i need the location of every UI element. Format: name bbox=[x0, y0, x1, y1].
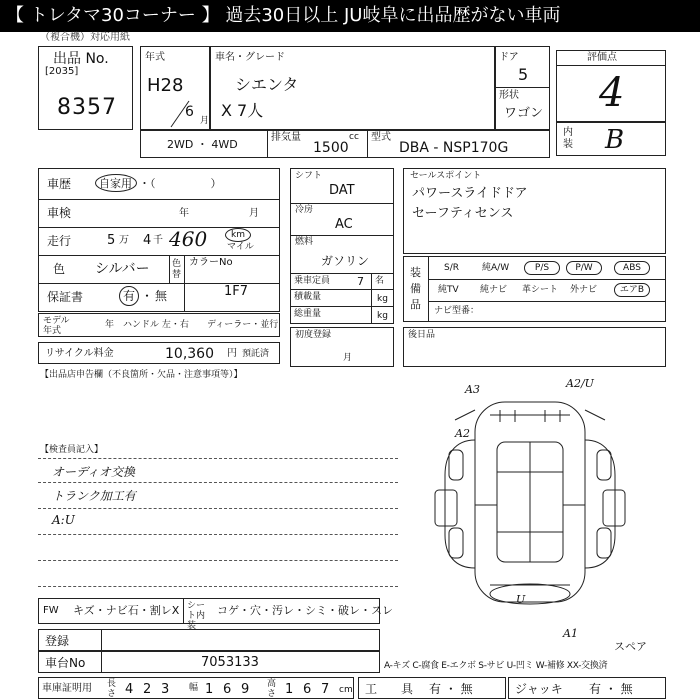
jack-value: 有 ・ 無 bbox=[589, 682, 633, 696]
recycle-row bbox=[38, 342, 280, 364]
shift-label: シフト bbox=[295, 171, 323, 181]
car-name-box bbox=[210, 46, 495, 130]
warranty-label: 保証書 bbox=[47, 290, 84, 304]
equip-navi: 純ナビ bbox=[480, 285, 508, 295]
score-label: 評価点 bbox=[587, 52, 617, 63]
car-name-label: 車名・グレード bbox=[215, 52, 285, 63]
chassis-row bbox=[38, 651, 380, 673]
gross-label: 総重量 bbox=[294, 309, 322, 319]
certificate-label: 車庫証明用 bbox=[42, 683, 92, 694]
year-box bbox=[140, 46, 210, 130]
width-3: 9 bbox=[241, 682, 250, 697]
inspection-month-unit: 月 bbox=[249, 208, 259, 219]
inspector-label: 【検査員記入】 bbox=[40, 445, 104, 455]
certificate-unit: cm bbox=[339, 685, 353, 695]
equip-tv: 純TV bbox=[438, 285, 459, 295]
mechanical-box bbox=[290, 168, 394, 324]
recycle-note: 預託済 bbox=[242, 349, 270, 359]
inspector-note-3: A:U bbox=[52, 513, 75, 527]
fw-label: FW bbox=[43, 605, 59, 616]
lot-box bbox=[38, 46, 133, 130]
displacement-unit: cc bbox=[349, 132, 359, 142]
defect-header: 【出品店申告欄（不良箇所・欠品・注意事項等）】 bbox=[40, 370, 243, 380]
chassis-label: 車台No bbox=[45, 656, 86, 670]
car-grade: X 7人 bbox=[221, 101, 264, 120]
capacity-label: 乗車定員 bbox=[294, 276, 331, 286]
displacement-value: 1500 bbox=[313, 140, 349, 156]
equip-airbag: エアB bbox=[614, 283, 650, 297]
drive-value: 2WD ・ 4WD bbox=[167, 138, 238, 151]
sales-point-2: セーフティセンス bbox=[412, 206, 514, 221]
chassis-value: 7053133 bbox=[201, 655, 259, 670]
history-value: 自家用 bbox=[99, 177, 132, 190]
year-value: H28 bbox=[147, 75, 184, 96]
after-items-box bbox=[403, 327, 666, 367]
recycle-value: 10,360 bbox=[165, 346, 214, 362]
first-reg-box bbox=[290, 327, 394, 367]
mark-front-left: A3 bbox=[465, 383, 480, 396]
equip-navi-model: ナビ型番： bbox=[434, 306, 480, 316]
sales-point-1: パワースライドドア bbox=[412, 186, 528, 201]
color-change: 色替 bbox=[172, 259, 182, 280]
mark-rear-left: A1 bbox=[563, 627, 578, 640]
inspector-note-1: オーディオ交換 bbox=[52, 465, 136, 479]
warranty-yes: 有 bbox=[123, 289, 136, 303]
aircon-value: AC bbox=[335, 217, 353, 232]
history-rest: ・（ ） bbox=[139, 177, 222, 190]
model-type-value: DBA - NSP170G bbox=[399, 140, 509, 156]
capacity-unit: 名 bbox=[375, 276, 385, 286]
displacement-label: 排気量 bbox=[271, 132, 301, 143]
tools-row bbox=[358, 677, 506, 699]
length-3: 3 bbox=[161, 682, 170, 697]
mileage-handwritten: 460 bbox=[169, 227, 208, 251]
history-label: 車歴 bbox=[47, 177, 72, 191]
interior-label: 内装 bbox=[563, 127, 573, 150]
equip-pw: P/W bbox=[566, 261, 602, 275]
registration-row bbox=[38, 629, 380, 651]
width-label: 幅 bbox=[189, 683, 199, 693]
mark-left-door: A2 bbox=[455, 427, 470, 440]
shift-value: DAT bbox=[329, 183, 355, 198]
mileage-km: km bbox=[231, 230, 245, 240]
warranty-no: 無 bbox=[155, 289, 168, 303]
equip-leather: 革シート bbox=[522, 285, 559, 295]
load-unit: kg bbox=[377, 294, 388, 304]
inspection-year-unit: 年 bbox=[179, 208, 189, 219]
shape-label: 形状 bbox=[499, 90, 519, 101]
jack-row bbox=[508, 677, 666, 699]
inspector-note-2: トランク加工有 bbox=[52, 489, 136, 503]
fuel-value: ガソリン bbox=[321, 254, 370, 268]
mark-tail: U bbox=[516, 593, 526, 606]
car-diagram bbox=[415, 377, 655, 640]
length-label: 長さ bbox=[107, 679, 117, 699]
mileage-mile: マイル bbox=[227, 242, 254, 252]
mileage-label: 走行 bbox=[47, 234, 72, 248]
height-1: 1 bbox=[285, 682, 294, 697]
model-year-row bbox=[38, 313, 280, 337]
equip-ps: P/S bbox=[524, 261, 560, 275]
fuel-label: 燃料 bbox=[295, 237, 314, 247]
year-label: 年式 bbox=[145, 52, 165, 63]
certificate-row bbox=[38, 677, 354, 699]
sales-points-label: セールスポイント bbox=[410, 171, 482, 181]
tools-label: 工 具 bbox=[365, 682, 414, 696]
model-year-unit: 年 bbox=[105, 320, 115, 330]
lot-label: 出品 No. bbox=[53, 51, 109, 67]
seat-label: シート内装 bbox=[187, 601, 206, 631]
aircon-label: 冷房 bbox=[295, 205, 314, 215]
registration-label: 登録 bbox=[45, 634, 70, 648]
model-year-label: モデル年式 bbox=[43, 316, 70, 336]
recycle-unit: 円 bbox=[227, 348, 237, 359]
form-subheader: （複合機）対応用紙 bbox=[40, 32, 130, 43]
first-reg-month: 月 bbox=[343, 353, 353, 363]
interior-box bbox=[556, 122, 666, 156]
color-no-label: カラーNo bbox=[189, 257, 233, 268]
mileage-sen-unit: 千 bbox=[153, 235, 163, 246]
dealer-value: ディーラー・並行 bbox=[207, 320, 279, 330]
month-unit: 月 bbox=[200, 116, 210, 126]
equip-sr: S/R bbox=[444, 263, 459, 273]
vehicle-info-box: 車歴 自家用 ・（ ） 車検 年 月 走行 5 万 4 千 460 km マイル 色 シルバー 色替 カラーNo 1F7 保証書 有 ・ 無 bbox=[38, 168, 280, 312]
interior-value: B bbox=[605, 125, 625, 155]
equip-alloy: 純A/W bbox=[482, 263, 510, 273]
banner-title: 【 トレタマ30コーナー 】 過去30日以上 JU岐阜に出品歴がない車両 bbox=[0, 0, 700, 32]
after-items-label: 後日品 bbox=[408, 330, 436, 340]
doors-box bbox=[495, 46, 550, 130]
fw-seat-row bbox=[38, 598, 393, 631]
load-label: 積載量 bbox=[294, 292, 322, 302]
color-label: 色 bbox=[53, 262, 66, 276]
jack-label: ジャッキ bbox=[515, 682, 563, 696]
mileage-man: 5 bbox=[107, 233, 116, 248]
recycle-label: リサイクル料金 bbox=[45, 348, 114, 359]
first-reg-label: 初度登録 bbox=[295, 330, 332, 340]
color-value: シルバー bbox=[95, 261, 150, 277]
model-type-label: 型式 bbox=[371, 132, 391, 143]
seat-value: コゲ・穴・汚レ・シミ・破レ・スレ bbox=[217, 604, 393, 617]
length-2: 2 bbox=[143, 682, 152, 697]
equipment-label: 装備品 bbox=[410, 266, 421, 311]
damage-legend: A-キズ C-腐食 E-エクボ S-サビ U-凹ミ W-補修 XX-交換済 bbox=[384, 661, 608, 671]
car-name: シエンタ bbox=[235, 75, 299, 94]
height-3: 7 bbox=[321, 682, 330, 697]
sales-points-box bbox=[403, 168, 666, 254]
color-no-value: 1F7 bbox=[224, 284, 249, 299]
height-label: 高さ bbox=[267, 679, 277, 699]
score-box bbox=[556, 50, 666, 122]
month-value: 6 bbox=[185, 104, 194, 120]
doors-value: 5 bbox=[518, 65, 529, 84]
shape-value: ワゴン bbox=[504, 106, 544, 121]
score-value: 4 bbox=[599, 70, 625, 116]
spare-label: スペア bbox=[614, 640, 647, 653]
mileage-sen: 4 bbox=[143, 233, 152, 248]
capacity-value: 7 bbox=[357, 275, 364, 288]
handle-value: ハンドル 左・右 bbox=[123, 320, 189, 330]
lot-tag: [2035] bbox=[45, 66, 79, 77]
gross-unit: kg bbox=[377, 311, 388, 321]
tools-value: 有 ・ 無 bbox=[429, 682, 473, 696]
length-1: 4 bbox=[125, 682, 134, 697]
inspection-label: 車検 bbox=[47, 206, 72, 220]
equip-abs: ABS bbox=[614, 261, 650, 275]
mark-front-right: A2/U bbox=[566, 377, 594, 390]
width-1: 1 bbox=[205, 682, 214, 697]
mileage-man-unit: 万 bbox=[119, 235, 129, 246]
fw-value: キズ・ナビ石・割レX bbox=[73, 604, 180, 617]
doors-label: ドア bbox=[499, 52, 519, 63]
spec-row bbox=[140, 130, 550, 158]
width-2: 6 bbox=[223, 682, 232, 697]
lot-number: 8357 bbox=[57, 95, 117, 120]
height-2: 6 bbox=[303, 682, 312, 697]
equipment-box bbox=[403, 256, 666, 322]
equip-ext-navi: 外ナビ bbox=[570, 285, 598, 295]
